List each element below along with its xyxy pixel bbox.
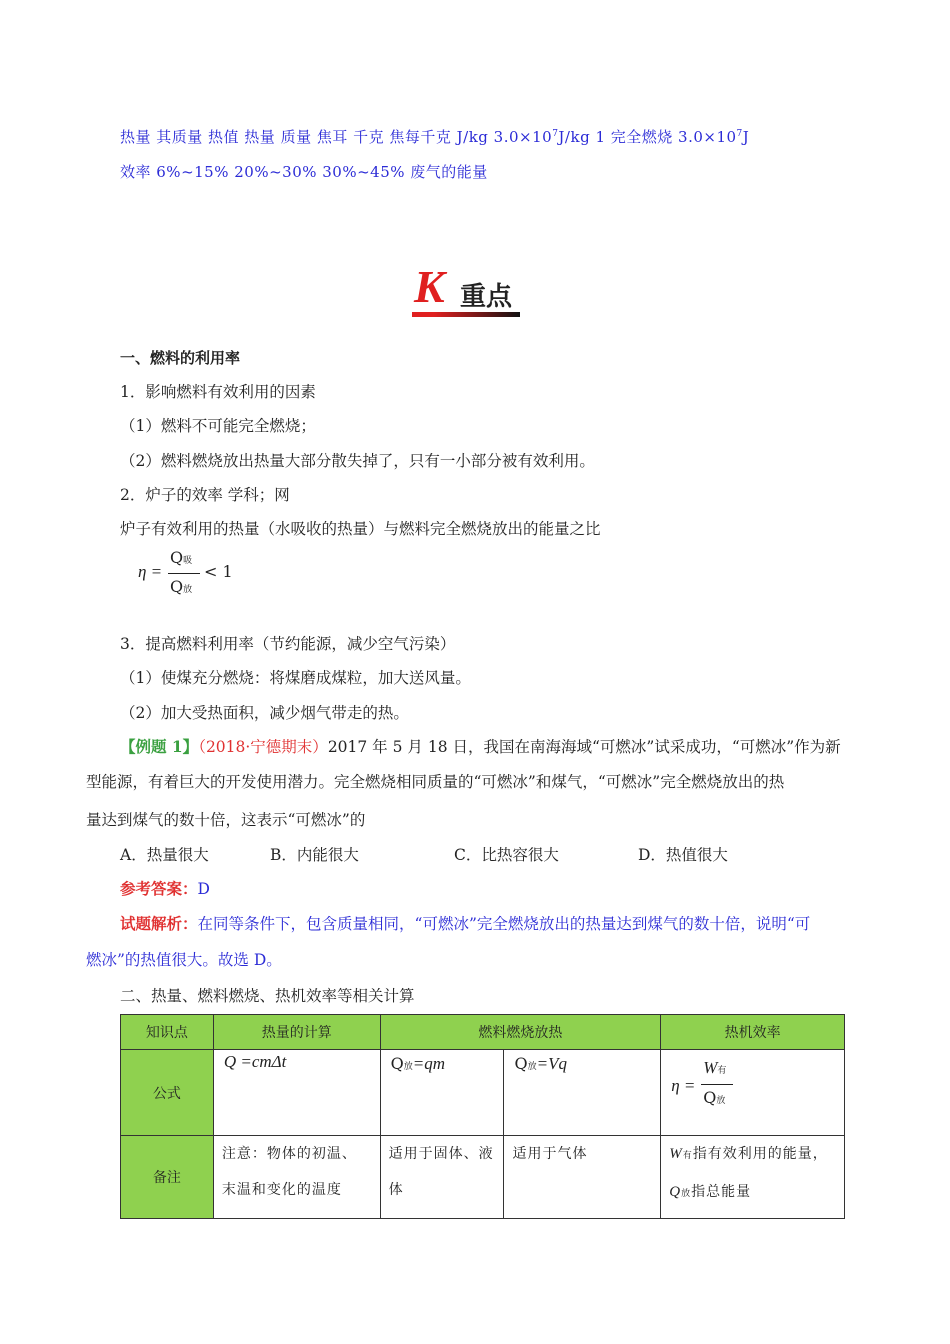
- paragraph: 炉子有效利用的热量（水吸收的热量）与燃料完全燃烧放出的能量之比: [120, 520, 601, 538]
- table-cell: [504, 1050, 661, 1136]
- q-symbol: Q: [669, 1184, 682, 1200]
- exponent: 7: [736, 129, 743, 139]
- analysis-text: 在同等条件下，包含质量相同，“可燃冰”完全燃烧放出的热量达到煤气的数十倍，说明“可: [197, 915, 811, 933]
- table-cell: [661, 1136, 845, 1219]
- note-heat: 注意：物体的初温、末温和变化的温度: [221, 1146, 357, 1198]
- formula-rhs: < 1: [204, 562, 233, 581]
- formula-lhs: η =: [671, 1076, 696, 1095]
- efficiency-table-formula: [661, 1050, 844, 1130]
- note-gas: 适用于气体: [512, 1146, 588, 1162]
- formula-rest: =Vq: [536, 1054, 567, 1073]
- subscript: 放: [716, 1096, 726, 1106]
- example-tag: 【例题 1】: [120, 737, 199, 756]
- note-efficiency: [661, 1136, 844, 1218]
- formula-denominator: [703, 1088, 725, 1107]
- efficiency-formula: [138, 548, 258, 602]
- section-header-logo: [412, 262, 522, 318]
- q-symbol: Q: [703, 1088, 717, 1107]
- paragraph: （2）加大受热面积，减少烟气带走的热。: [120, 704, 409, 722]
- heat-formula: Q =cmΔt: [223, 1052, 287, 1071]
- formula-numerator: [170, 548, 192, 567]
- header-cell: 热量的计算: [213, 1015, 380, 1050]
- formula-numerator: [703, 1058, 726, 1078]
- q-symbol: Q: [390, 1054, 404, 1073]
- q-symbol: Q: [514, 1054, 528, 1073]
- formula-denominator: [170, 577, 192, 596]
- section-heading: 二、热量、燃料燃烧、热机效率等相关计算: [120, 987, 415, 1005]
- table-cell: [504, 1136, 661, 1219]
- answer-text-c: J: [742, 128, 750, 146]
- header-cell: 热机效率: [661, 1015, 845, 1050]
- section-heading: 一、燃料的利用率: [120, 349, 241, 367]
- header-underline: [412, 312, 520, 317]
- subscript: 放: [403, 1062, 413, 1072]
- paragraph: 2．炉子的效率 学科；网: [120, 486, 290, 504]
- subscript: 放: [527, 1062, 537, 1072]
- option-c: C．比热容很大: [454, 846, 559, 864]
- example-line-2: 型能源，有着巨大的开发使用潜力。完全燃烧相同质量的“可燃冰”和煤气，“可燃冰”完全燃烧放出的热: [86, 773, 785, 791]
- row-label: 公式: [121, 1050, 214, 1136]
- paragraph: （1）使煤充分燃烧：将煤磨成煤粒，加大送风量。: [120, 669, 471, 687]
- section-title: 重点: [460, 282, 513, 312]
- example-line-1: [120, 737, 841, 757]
- table-cell: [380, 1050, 504, 1136]
- answer-row: [120, 879, 210, 899]
- table-row: [121, 1136, 845, 1219]
- example-text: 2017 年 5 月 18 日，我国在南海海域“可燃冰”试采成功，“可燃冰”作为新: [327, 738, 841, 756]
- fraction-bar: [168, 573, 200, 574]
- analysis-label: 试题解析：: [120, 914, 198, 933]
- answer-line-1: [120, 126, 749, 147]
- header-cell: 燃料燃烧放热: [380, 1015, 661, 1050]
- answer-value: D: [197, 880, 210, 898]
- paragraph: 1．影响燃料有效利用的因素: [120, 383, 316, 401]
- subscript: 放: [183, 585, 193, 595]
- exponent: 7: [552, 129, 559, 139]
- table-cell: [661, 1050, 845, 1136]
- analysis-row-2: 燃冰”的热值很大。故选 D。: [86, 951, 282, 969]
- formula-lhs: η =: [138, 562, 163, 581]
- answer-label: 参考答案：: [120, 879, 198, 898]
- answer-text-b: J/kg 1 完全燃烧 3.0×10: [558, 128, 737, 146]
- subscript: 吸: [183, 556, 193, 566]
- paragraph: （1）燃料不可能完全燃烧；: [120, 417, 316, 435]
- fraction-bar: [701, 1084, 733, 1085]
- option-a: A．热量很大: [120, 846, 209, 864]
- option-d: D．热值很大: [638, 846, 728, 864]
- formula-rest: =qm: [412, 1054, 445, 1073]
- table-cell: [213, 1136, 380, 1219]
- answer-line-2: 效率 6%~15% 20%~30% 30%~45% 废气的能量: [120, 163, 488, 181]
- fuel-formula-solid: [381, 1050, 504, 1078]
- option-b: B．内能很大: [270, 846, 359, 864]
- analysis-row-1: [120, 914, 810, 934]
- q-symbol: Q: [170, 548, 184, 567]
- w-symbol: W: [703, 1058, 718, 1077]
- section-letter: K: [414, 261, 445, 312]
- note-text: 指总能量: [691, 1184, 752, 1200]
- table-cell: [213, 1050, 380, 1136]
- q-symbol: Q: [170, 577, 184, 596]
- fuel-formula-gas: [504, 1050, 660, 1078]
- answer-text-a: 热量 其质量 热值 热量 质量 焦耳 千克 焦每千克 J/kg 3.0×10: [120, 128, 553, 146]
- formula-table: [120, 1014, 845, 1219]
- note-text: 指有效利用的能量，: [692, 1146, 828, 1162]
- example-line-3: 量达到煤气的数十倍，这表示“可燃冰”的: [86, 811, 366, 829]
- example-source: （2018·宁德期末）: [198, 738, 328, 756]
- note-solid: 适用于固体、液体: [388, 1146, 494, 1198]
- row-label: 备注: [121, 1136, 214, 1219]
- table-header-row: [121, 1015, 845, 1050]
- paragraph: 3．提高燃料利用率（节约能源，减少空气污染）: [120, 635, 456, 653]
- subscript: 放: [681, 1189, 692, 1199]
- header-cell: 知识点: [121, 1015, 214, 1050]
- subscript: 有: [682, 1151, 693, 1161]
- table-cell: [380, 1136, 504, 1219]
- subscript: 有: [717, 1066, 727, 1076]
- table-row: [121, 1050, 845, 1136]
- paragraph: （2）燃料燃烧放出热量大部分散失掉了，只有一小部分被有效利用。: [120, 452, 595, 470]
- w-symbol: W: [669, 1146, 683, 1162]
